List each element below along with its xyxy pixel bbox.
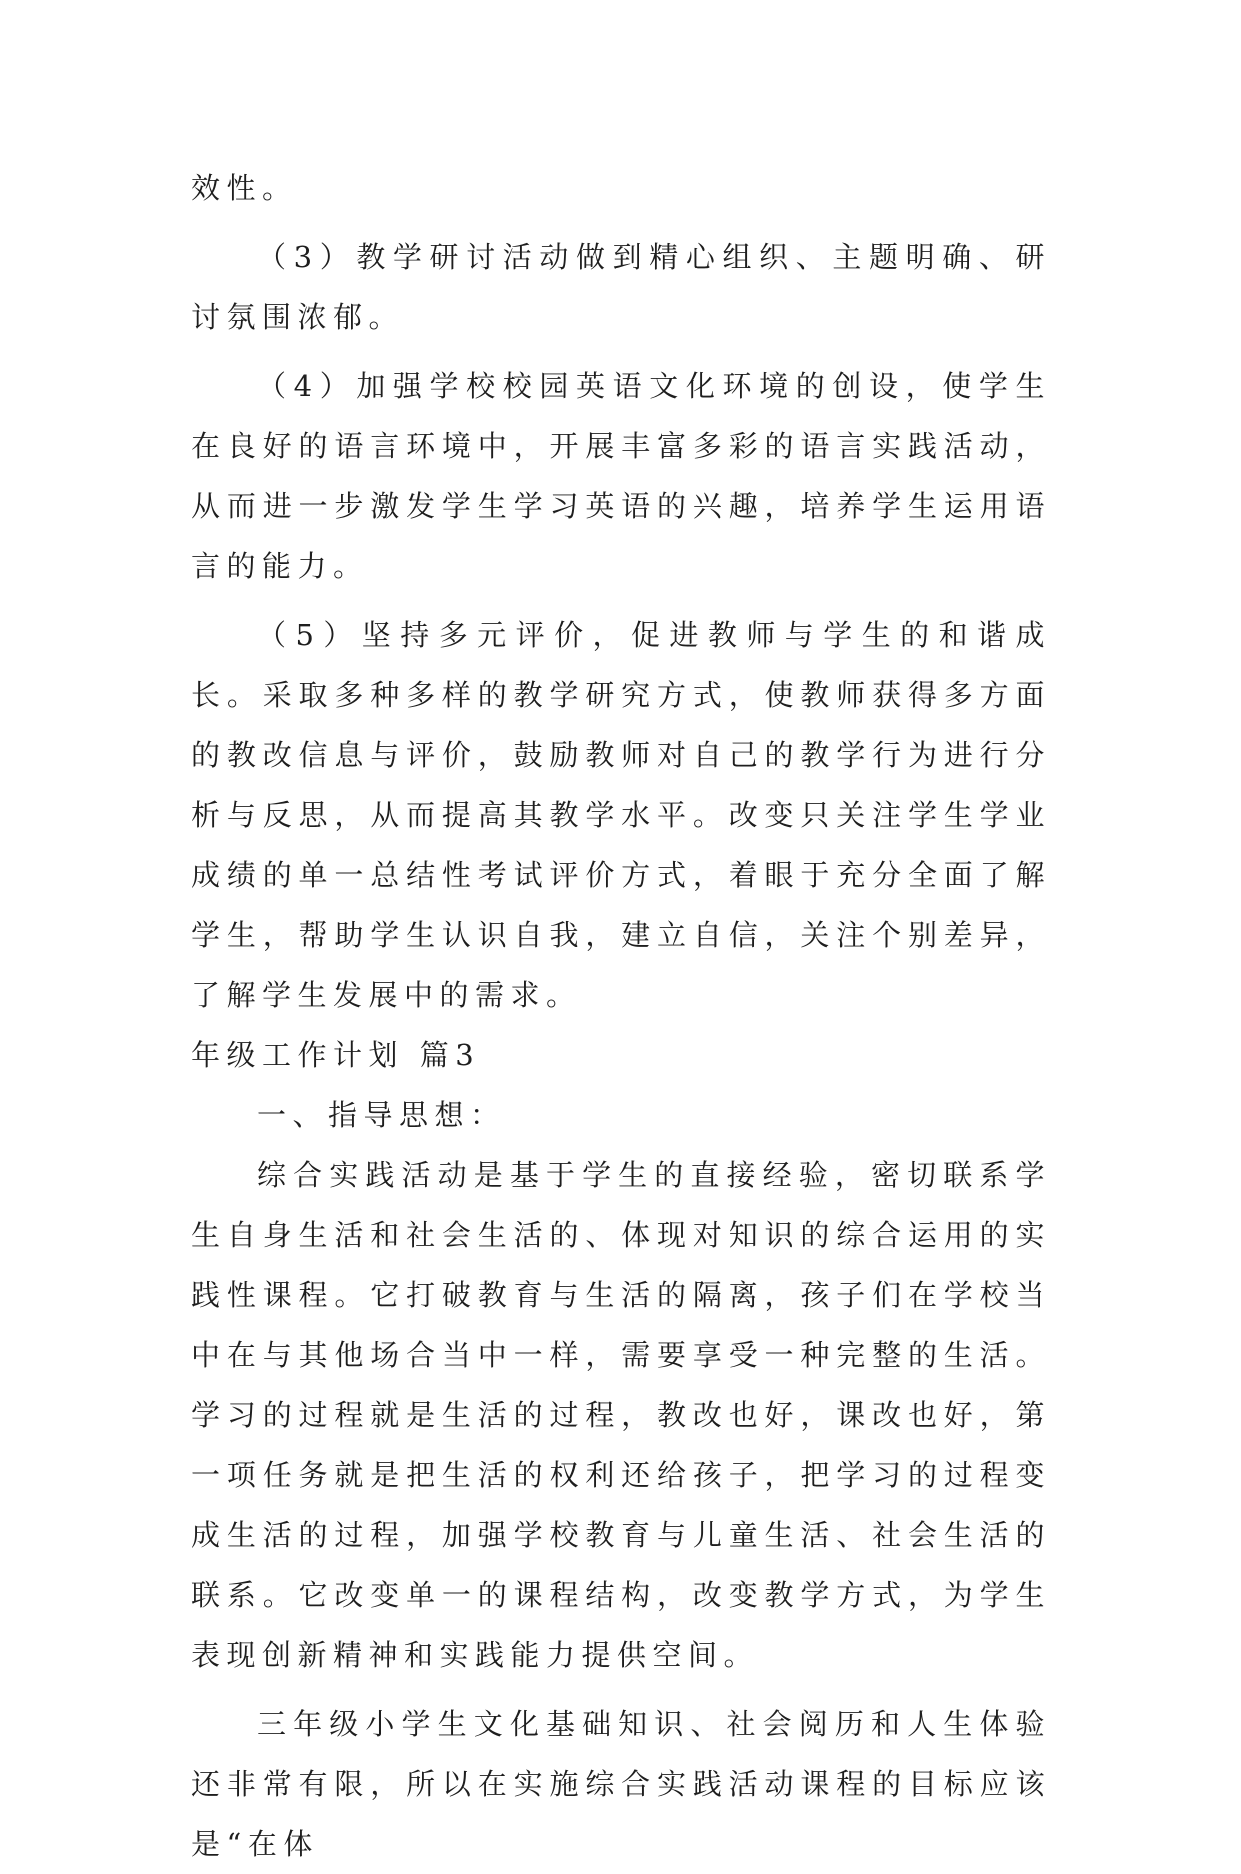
paragraph-grade-three: 三年级小学生文化基础知识、社会阅历和人生体验还非常有限，所以在实施综合实践活动课程的目标应该是“在体 [191, 1707, 1051, 1861]
paragraph-item-3: （3）教学研讨活动做到精心组织、主题明确、研讨氛围浓郁。 [191, 240, 1051, 334]
paragraph-comprehensive-practice: 综合实践活动是基于学生的直接经验，密切联系学生自身生活和社会生活的、体现对知识的综合运用的实践性课程。它打破教育与生活的隔离，孩子们在学校当中在与其他场合当中一样，需要享受一种完整的生活。学习的过程就是生活的过程，教改也好，课改也好，第一项任务就是把生活的权利还给孩子，把学习的过程变成生活的过程，加强学校教育与儿童生活、社会生活的联系。它改变单一的课程结构，改变教学方式，为学生表现创新精神和实践能力提供空间。 [191, 1158, 1051, 1672]
paragraph-item-5: （5）坚持多元评价，促进教师与学生的和谐成长。采取多种多样的教学研究方式，使教师获得多方面的教改信息与评价，鼓励教师对自己的教学行为进行分析与反思，从而提高其教学水平。改变只关注学生学业成绩的单一总结性考试评价方式，着眼于充分全面了解学生，帮助学生认识自我，建立自信，关注个别差异，了解学生发展中的需求。 [191, 618, 1051, 1012]
subheading-guiding-thought: 一、指导思想： [257, 1098, 506, 1132]
document-body [191, 158, 1051, 1874]
section-heading: 年级工作计划 篇3 [191, 1038, 481, 1072]
paragraph-continuation: 效性。 [191, 171, 298, 205]
paragraph-item-4: （4）加强学校校园英语文化环境的创设，使学生在良好的语言环境中，开展丰富多彩的语言实践活动，从而进一步激发学生学习英语的兴趣，培养学生运用语言的能力。 [191, 369, 1051, 583]
